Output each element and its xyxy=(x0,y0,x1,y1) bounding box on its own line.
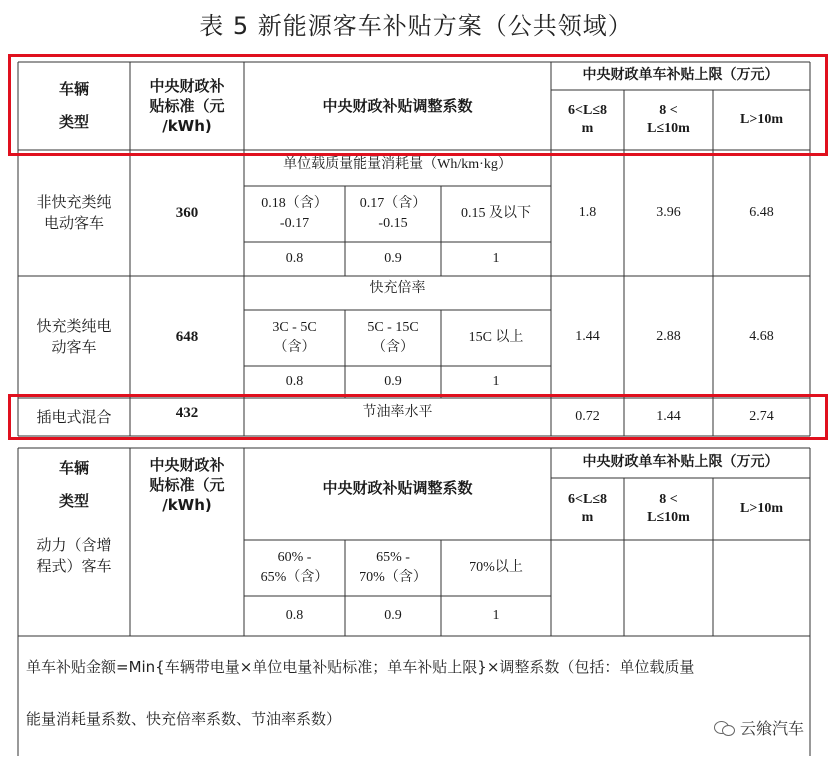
row2-metric-label: 快充倍率 xyxy=(369,280,426,297)
row2-range-3: 15C 以上 xyxy=(468,330,524,346)
watermark-text: 云飨汽车 xyxy=(739,719,804,738)
row2-coef-1: 0.8 xyxy=(285,374,304,390)
watermark xyxy=(714,716,804,739)
footer-formula-line2: 能量消耗量系数、快充倍率系数、节油率系数） xyxy=(26,710,342,728)
t2-header-len-6-8: 6<L≤8 m xyxy=(568,491,607,525)
header-vehicle-type: 车辆 类型 xyxy=(58,80,89,131)
t2-coef-1: 0.8 xyxy=(285,608,304,624)
row1-limit-10plus: 6.48 xyxy=(749,205,774,221)
row3-vehicle-type: 插电式混合 xyxy=(36,407,112,426)
t2-header-central-standard: 中央财政补 贴标准（元 /kWh) xyxy=(149,455,225,515)
row2-limit-8-10: 2.88 xyxy=(656,329,681,345)
row1-metric-label: 单位载质量能量消耗量（Wh/km·kg） xyxy=(283,157,512,173)
row2-standard: 648 xyxy=(175,328,199,345)
t2-range-1: 60% - 65%（含） xyxy=(260,550,329,585)
row1-vehicle-type: 非快充类纯 电动客车 xyxy=(36,193,112,232)
t2-header-vehicle-type: 车辆 类型 xyxy=(58,459,89,510)
header-len-6-8: 6<L≤8 m xyxy=(568,102,607,136)
row2-range-1: 3C - 5C （含） xyxy=(272,320,317,355)
header-adjust-coef: 中央财政补贴调整系数 xyxy=(322,96,473,115)
row3-limit-6-8: 0.72 xyxy=(575,409,600,425)
row1-range-2: 0.17（含） -0.15 xyxy=(359,196,427,231)
header-upper-limit: 中央财政单车补贴上限（万元） xyxy=(582,67,779,84)
row1-range-1: 0.18（含） -0.17 xyxy=(261,196,328,231)
row2-range-2: 5C - 15C （含） xyxy=(367,320,419,355)
t2-range-2: 65% - 70%（含） xyxy=(359,550,427,585)
t2-header-len-8-10: 8 < L≤10m xyxy=(647,491,690,525)
row1-limit-6-8: 1.8 xyxy=(578,205,597,221)
row2-coef-2: 0.9 xyxy=(384,374,402,390)
row2-limit-10plus: 4.68 xyxy=(749,329,774,345)
t2-range-3: 70%以上 xyxy=(469,560,523,576)
t2-header-upper-limit: 中央财政单车补贴上限（万元） xyxy=(582,454,779,471)
row3-standard: 432 xyxy=(175,404,199,421)
row3-limit-10plus: 2.74 xyxy=(749,409,774,425)
t2-header-adjust-coef: 中央财政补贴调整系数 xyxy=(322,478,473,497)
row2-vehicle-type: 快充类纯电 动客车 xyxy=(36,317,112,356)
row3-metric-label: 节油率水平 xyxy=(362,404,433,421)
wechat-icon xyxy=(714,719,736,737)
row1-limit-8-10: 3.96 xyxy=(656,205,681,221)
row2-coef-3: 1 xyxy=(492,374,500,390)
row1-range-3: 0.15 及以下 xyxy=(461,206,531,222)
row1-coef-1: 0.8 xyxy=(285,251,304,267)
row1-standard: 360 xyxy=(175,204,199,221)
t2-coef-2: 0.9 xyxy=(384,608,402,624)
footer-formula-line1: 单车补贴金额=Min{车辆带电量×单位电量补贴标准；单车补贴上限}×调整系数（包括：单位载质量 xyxy=(26,658,695,676)
header-len-8-10: 8 < L≤10m xyxy=(647,102,690,136)
row3-limit-8-10: 1.44 xyxy=(656,409,681,425)
row1-coef-2: 0.9 xyxy=(384,251,402,267)
header-len-10plus: L>10m xyxy=(740,112,783,128)
table-title: 表 5 新能源客车补贴方案（公共领域） xyxy=(199,12,633,40)
t2-header-len-10plus: L>10m xyxy=(740,501,783,517)
header-central-standard: 中央财政补 贴标准（元 /kWh) xyxy=(149,76,225,136)
t2-row-vehicle-type: 动力（含增 程式）客车 xyxy=(36,536,112,575)
t2-coef-3: 1 xyxy=(492,608,500,624)
row1-coef-3: 1 xyxy=(492,251,500,267)
row2-limit-6-8: 1.44 xyxy=(575,329,600,345)
